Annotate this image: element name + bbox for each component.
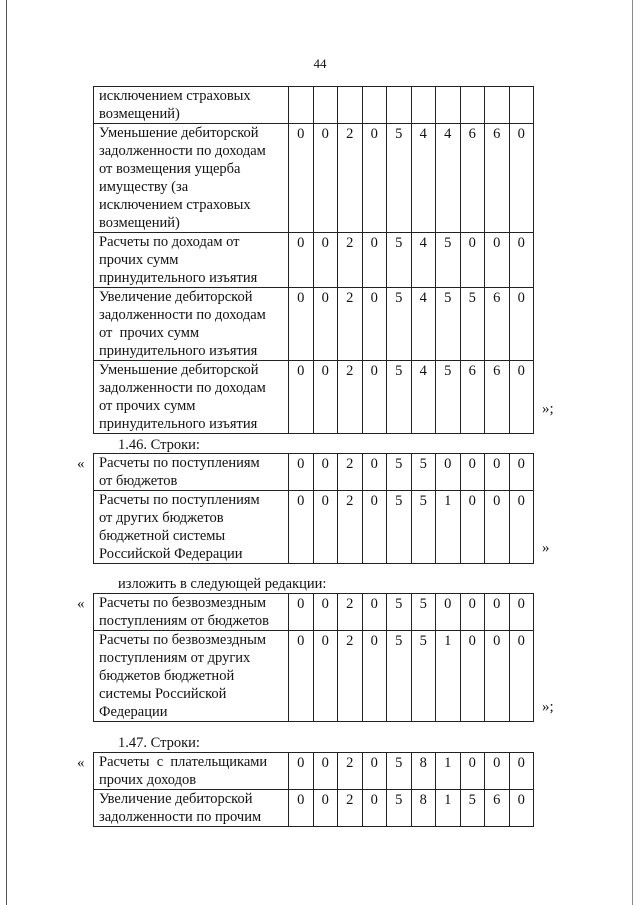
row-label-line: Увеличение дебиторской	[99, 289, 253, 305]
code-digit-cell: 2	[338, 288, 363, 361]
row-label-line: прочих сумм	[99, 252, 179, 268]
code-digit-cell: 0	[362, 454, 387, 491]
table-row	[94, 790, 534, 827]
code-digit-cell: 6	[485, 288, 510, 361]
code-digit-cell: 0	[485, 631, 510, 722]
row-label-line: системы Российской	[99, 686, 227, 702]
close-quote-1-46: »	[542, 540, 550, 556]
row-label-line: от бюджетов	[99, 473, 178, 489]
row-label	[94, 454, 289, 491]
table-row	[94, 631, 534, 722]
code-digit-cell: 6	[460, 361, 485, 434]
code-digit-cell: 5	[411, 631, 436, 722]
code-digit-cell: 0	[436, 594, 461, 631]
row-label	[94, 233, 289, 288]
open-quote-new: «	[77, 596, 85, 612]
code-digit-cell: 6	[485, 361, 510, 434]
page-number: 44	[313, 56, 327, 71]
code-digit-cell: 0	[460, 753, 485, 790]
code-digit-cell: 0	[485, 454, 510, 491]
code-digit-cell	[411, 87, 436, 124]
table-row	[94, 454, 534, 491]
code-table-continuation	[93, 86, 534, 434]
code-digit-cell: 0	[362, 594, 387, 631]
code-digit-cell: 5	[387, 124, 412, 233]
code-digit-cell: 5	[436, 288, 461, 361]
code-digit-cell: 5	[436, 361, 461, 434]
code-digit-cell: 5	[387, 491, 412, 564]
section-title-1-46: 1.46. Строки:	[118, 437, 200, 453]
code-digit-cell: 5	[387, 233, 412, 288]
code-digit-cell: 5	[387, 288, 412, 361]
code-digit-cell: 4	[411, 124, 436, 233]
row-label-line: Федерации	[99, 704, 168, 720]
row-label-line: Расчеты по поступлениям	[99, 492, 260, 508]
row-label-line: задолженности по доходам	[99, 380, 266, 396]
open-quote-1-46: «	[77, 456, 85, 472]
code-digit-cell: 0	[289, 361, 314, 434]
code-digit-cell: 0	[313, 454, 338, 491]
code-table-new-edition	[93, 593, 534, 722]
row-label	[94, 87, 289, 124]
code-digit-cell	[362, 87, 387, 124]
code-digit-cell: 8	[411, 753, 436, 790]
code-digit-cell: 2	[338, 361, 363, 434]
code-digit-cell: 5	[387, 790, 412, 827]
code-digit-cell: 5	[387, 454, 412, 491]
code-digit-cell: 1	[436, 753, 461, 790]
row-label-line: имуществу (за	[99, 179, 189, 195]
code-digit-cell: 0	[436, 454, 461, 491]
table-row	[94, 753, 534, 790]
code-digit-cell	[313, 87, 338, 124]
row-label-line: Расчеты по доходам от	[99, 234, 240, 250]
code-digit-cell: 0	[509, 491, 534, 564]
code-digit-cell: 0	[509, 594, 534, 631]
row-label	[94, 753, 289, 790]
code-digit-cell: 2	[338, 594, 363, 631]
code-table-1-47	[93, 752, 534, 827]
code-digit-cell: 0	[362, 233, 387, 288]
row-label-line: от других бюджетов	[99, 510, 224, 526]
row-label	[94, 491, 289, 564]
code-digit-cell: 0	[362, 631, 387, 722]
row-label-line: задолженности по доходам	[99, 143, 266, 159]
code-digit-cell	[460, 87, 485, 124]
code-digit-cell: 0	[289, 233, 314, 288]
table-row	[94, 233, 534, 288]
code-digit-cell: 0	[460, 454, 485, 491]
row-label	[94, 124, 289, 233]
code-digit-cell: 4	[411, 288, 436, 361]
code-digit-cell: 8	[411, 790, 436, 827]
code-digit-cell: 0	[509, 361, 534, 434]
code-digit-cell: 0	[313, 753, 338, 790]
code-digit-cell: 0	[460, 233, 485, 288]
code-digit-cell: 5	[436, 233, 461, 288]
code-digit-cell: 0	[509, 233, 534, 288]
code-digit-cell: 0	[362, 288, 387, 361]
code-table-1-46	[93, 453, 534, 564]
code-digit-cell: 1	[436, 491, 461, 564]
row-label-line: принудительного изъятия	[99, 343, 258, 359]
code-digit-cell	[338, 87, 363, 124]
row-label	[94, 594, 289, 631]
code-digit-cell: 0	[509, 631, 534, 722]
row-label-line: Расчеты по поступлениям	[99, 455, 260, 471]
code-digit-cell: 5	[387, 631, 412, 722]
code-digit-cell: 5	[411, 454, 436, 491]
code-digit-cell: 2	[338, 124, 363, 233]
row-label-line: от возмещения ущерба	[99, 161, 241, 177]
page-edge-left	[6, 0, 7, 905]
code-digit-cell: 6	[485, 124, 510, 233]
code-digit-cell: 0	[313, 631, 338, 722]
row-label-line: Увеличение дебиторской	[99, 791, 253, 807]
code-digit-cell: 5	[411, 491, 436, 564]
code-digit-cell: 6	[460, 124, 485, 233]
code-digit-cell: 0	[362, 790, 387, 827]
code-digit-cell: 1	[436, 790, 461, 827]
code-digit-cell: 0	[313, 124, 338, 233]
row-label-line: исключением страховых	[99, 88, 251, 104]
code-digit-cell	[509, 87, 534, 124]
code-digit-cell: 0	[289, 288, 314, 361]
code-digit-cell: 0	[509, 753, 534, 790]
code-digit-cell: 5	[460, 288, 485, 361]
table-row	[94, 87, 534, 124]
code-digit-cell	[387, 87, 412, 124]
row-label-line: бюджетов бюджетной	[99, 668, 235, 684]
section-title-new-edition: изложить в следующей редакции:	[118, 576, 327, 592]
table-row	[94, 124, 534, 233]
row-label-line: задолженности по доходам	[99, 307, 266, 323]
code-digit-cell: 0	[289, 790, 314, 827]
row-label-line: возмещений)	[99, 106, 180, 122]
code-digit-cell: 5	[387, 361, 412, 434]
row-label-line: поступлениям от бюджетов	[99, 613, 269, 629]
code-digit-cell: 4	[436, 124, 461, 233]
table-row	[94, 361, 534, 434]
table-row	[94, 491, 534, 564]
code-digit-cell	[485, 87, 510, 124]
code-digit-cell: 0	[289, 631, 314, 722]
table-row	[94, 594, 534, 631]
code-digit-cell: 0	[485, 491, 510, 564]
open-quote-1-47: «	[77, 755, 85, 771]
row-label-line: Уменьшение дебиторской	[99, 362, 259, 378]
row-label-line: Российской Федерации	[99, 546, 243, 562]
code-digit-cell: 0	[509, 288, 534, 361]
code-digit-cell: 0	[313, 594, 338, 631]
code-digit-cell: 5	[387, 753, 412, 790]
code-digit-cell: 0	[313, 233, 338, 288]
code-digit-cell: 0	[509, 124, 534, 233]
close-quote-new: »;	[542, 699, 554, 715]
row-label-line: Расчеты по безвозмездным	[99, 632, 267, 648]
code-digit-cell: 0	[289, 124, 314, 233]
code-digit-cell: 2	[338, 753, 363, 790]
code-digit-cell: 0	[362, 491, 387, 564]
code-digit-cell	[436, 87, 461, 124]
code-digit-cell: 2	[338, 491, 363, 564]
row-label	[94, 288, 289, 361]
code-digit-cell: 0	[460, 491, 485, 564]
code-digit-cell: 2	[338, 454, 363, 491]
code-digit-cell: 0	[460, 594, 485, 631]
code-digit-cell: 4	[411, 233, 436, 288]
table-row	[94, 288, 534, 361]
code-digit-cell	[289, 87, 314, 124]
code-digit-cell: 5	[460, 790, 485, 827]
row-label-line: исключением страховых	[99, 197, 251, 213]
code-digit-cell: 0	[460, 631, 485, 722]
row-label-line: от прочих сумм	[99, 325, 200, 341]
code-digit-cell: 0	[485, 753, 510, 790]
code-digit-cell: 1	[436, 631, 461, 722]
code-digit-cell: 0	[313, 790, 338, 827]
code-digit-cell: 2	[338, 790, 363, 827]
row-label-line: принудительного изъятия	[99, 270, 258, 286]
row-label	[94, 361, 289, 434]
row-label-line: поступлениям от других	[99, 650, 251, 666]
row-label-line: принудительного изъятия	[99, 416, 258, 432]
code-digit-cell: 0	[485, 233, 510, 288]
row-label-line: бюджетной системы	[99, 528, 226, 544]
row-label	[94, 631, 289, 722]
code-digit-cell: 5	[387, 594, 412, 631]
row-label-line: Расчеты с плательщиками	[99, 754, 268, 770]
code-digit-cell: 0	[485, 594, 510, 631]
code-digit-cell: 5	[411, 594, 436, 631]
page-edge-right	[632, 0, 633, 905]
code-digit-cell: 0	[313, 288, 338, 361]
code-digit-cell: 0	[362, 753, 387, 790]
row-label-line: Уменьшение дебиторской	[99, 125, 259, 141]
row-label-line: возмещений)	[99, 215, 180, 231]
row-label-line: прочих доходов	[99, 772, 197, 788]
row-label-line: от прочих сумм	[99, 398, 196, 414]
code-digit-cell: 0	[313, 361, 338, 434]
row-label-line: Расчеты по безвозмездным	[99, 595, 267, 611]
code-digit-cell: 2	[338, 631, 363, 722]
code-digit-cell: 0	[289, 454, 314, 491]
code-digit-cell: 0	[509, 790, 534, 827]
code-digit-cell: 0	[362, 124, 387, 233]
code-digit-cell: 0	[509, 454, 534, 491]
section-title-1-47: 1.47. Строки:	[118, 735, 200, 751]
code-digit-cell: 0	[289, 753, 314, 790]
row-label	[94, 790, 289, 827]
code-digit-cell: 0	[362, 361, 387, 434]
code-digit-cell: 0	[289, 491, 314, 564]
code-digit-cell: 4	[411, 361, 436, 434]
code-digit-cell: 0	[313, 491, 338, 564]
code-digit-cell: 6	[485, 790, 510, 827]
code-digit-cell: 2	[338, 233, 363, 288]
code-digit-cell: 0	[289, 594, 314, 631]
close-quote-1: »;	[542, 401, 554, 417]
row-label-line: задолженности по прочим	[99, 809, 262, 825]
